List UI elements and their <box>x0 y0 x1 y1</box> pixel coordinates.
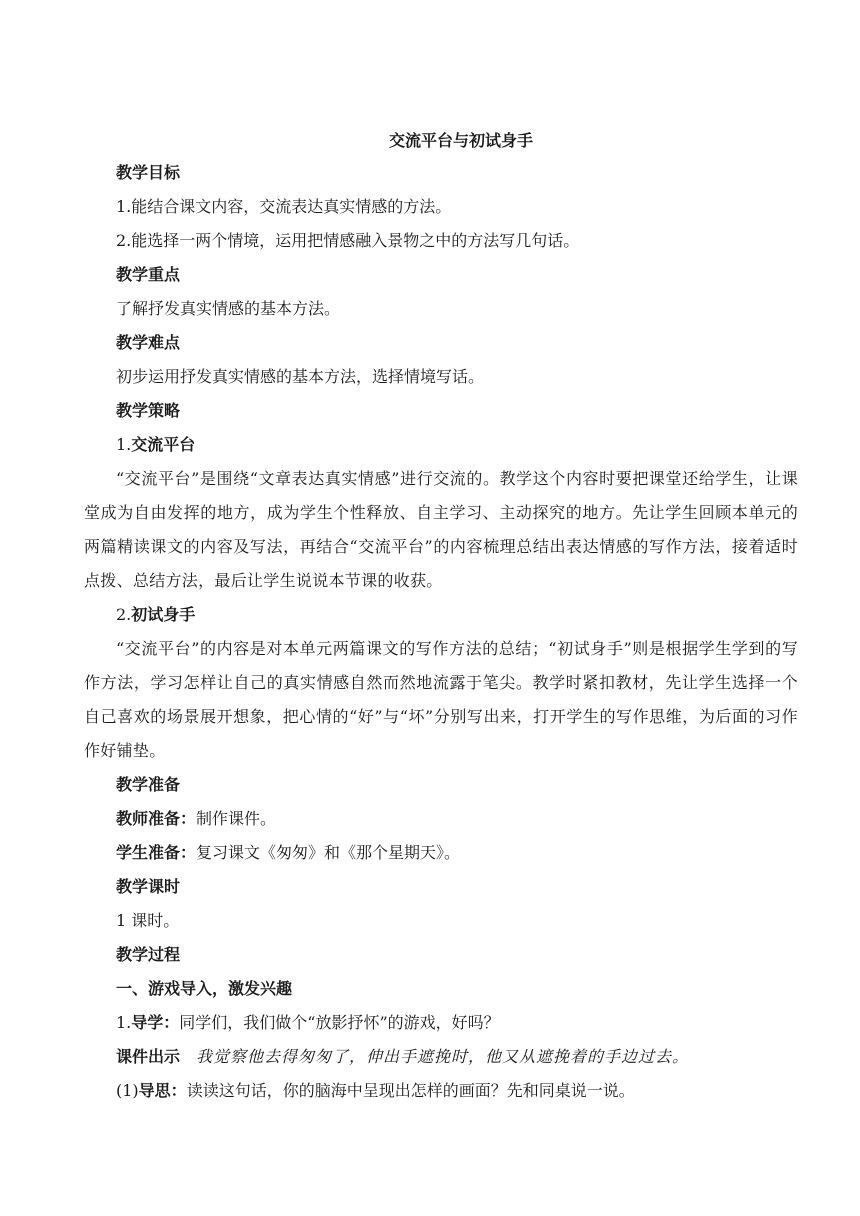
difficulty-text: 初步运用抒发真实情感的基本方法，选择情境写话。 <box>116 367 485 386</box>
focus-text: 了解抒发真实情感的基本方法。 <box>116 299 341 318</box>
process-step-1: 一、游戏导入，激发兴趣 <box>116 979 293 998</box>
goal-item-2: 2.能选择一两个情境，运用把情感融入景物之中的方法写几句话。 <box>116 231 580 250</box>
strategy-1-number: 1. <box>116 435 132 454</box>
process-intro <box>84 1006 798 1040</box>
heading-goals: 教学目标 <box>116 163 181 182</box>
intro-number: 1. <box>116 1013 132 1032</box>
heading-hours: 教学课时 <box>116 877 181 896</box>
courseware-line <box>84 1040 798 1074</box>
page-title: 交流平台与初试身手 <box>388 131 533 150</box>
courseware-label: 课件出示 <box>116 1047 181 1066</box>
think-number: (1) <box>116 1081 139 1100</box>
strategy-1-heading <box>84 428 798 462</box>
prep-student <box>84 836 798 870</box>
strategy-2-title: 初试身手 <box>131 605 196 624</box>
intro-text: 同学们，我们做个“放影抒怀”的游戏，好吗？ <box>179 1013 500 1032</box>
prep-teacher-label: 教师准备： <box>116 809 197 828</box>
heading-focus: 教学重点 <box>116 265 181 284</box>
process-think <box>84 1074 798 1108</box>
hours-text: 1 课时。 <box>116 911 180 930</box>
heading-strategy: 教学策略 <box>116 401 181 420</box>
strategy-1-title: 交流平台 <box>131 435 196 454</box>
prep-student-text: 复习课文《匆匆》和《那个星期天》。 <box>196 843 461 862</box>
goal-item-1: 1.能结合课文内容，交流表达真实情感的方法。 <box>116 197 452 216</box>
strategy-2-number: 2. <box>116 605 132 624</box>
strategy-2-heading <box>84 598 798 632</box>
think-text: 读读这句话，你的脑海中呈现出怎样的画面？先和同桌说一说。 <box>186 1081 635 1100</box>
document <box>84 126 798 1108</box>
prep-student-label: 学生准备： <box>116 843 197 862</box>
strategy-1-paragraph: “交流平台”是围绕“文章表达真实情感”进行交流的。教学这个内容时要把课堂还给学生，让课堂成为自由发挥的地方，成为学生个性释放、自主学习、主动探究的地方。先让学生回顾本单元的两篇精读课文的内容及写法，再结合“交流平台”的内容梳理总结出表达情感的写作方法，接着适时点拨、总结方法，最后让学生说说本节课的收获。 <box>84 469 798 590</box>
prep-teacher <box>84 802 798 836</box>
heading-process: 教学过程 <box>116 945 181 964</box>
prep-teacher-text: 制作课件。 <box>196 809 277 828</box>
heading-prep: 教学准备 <box>116 775 181 794</box>
think-label: 导思： <box>138 1081 187 1100</box>
courseware-text: 我觉察他去得匆匆了，伸出手遮挽时，他又从遮挽着的手边过去。 <box>196 1047 690 1066</box>
heading-difficulty: 教学难点 <box>116 333 181 352</box>
intro-label: 导学： <box>131 1013 180 1032</box>
strategy-2-paragraph: “交流平台”的内容是对本单元两篇课文的写作方法的总结；“初试身手”则是根据学生学到的写作方法，学习怎样让自己的真实情感自然而然地流露于笔尖。教学时紧扣教材，先让学生选择一个自己喜欢的场景展开想象，把心情的“好”与“坏”分别写出来，打开学生的写作思维，为后面的习作作好铺垫。 <box>84 639 798 760</box>
